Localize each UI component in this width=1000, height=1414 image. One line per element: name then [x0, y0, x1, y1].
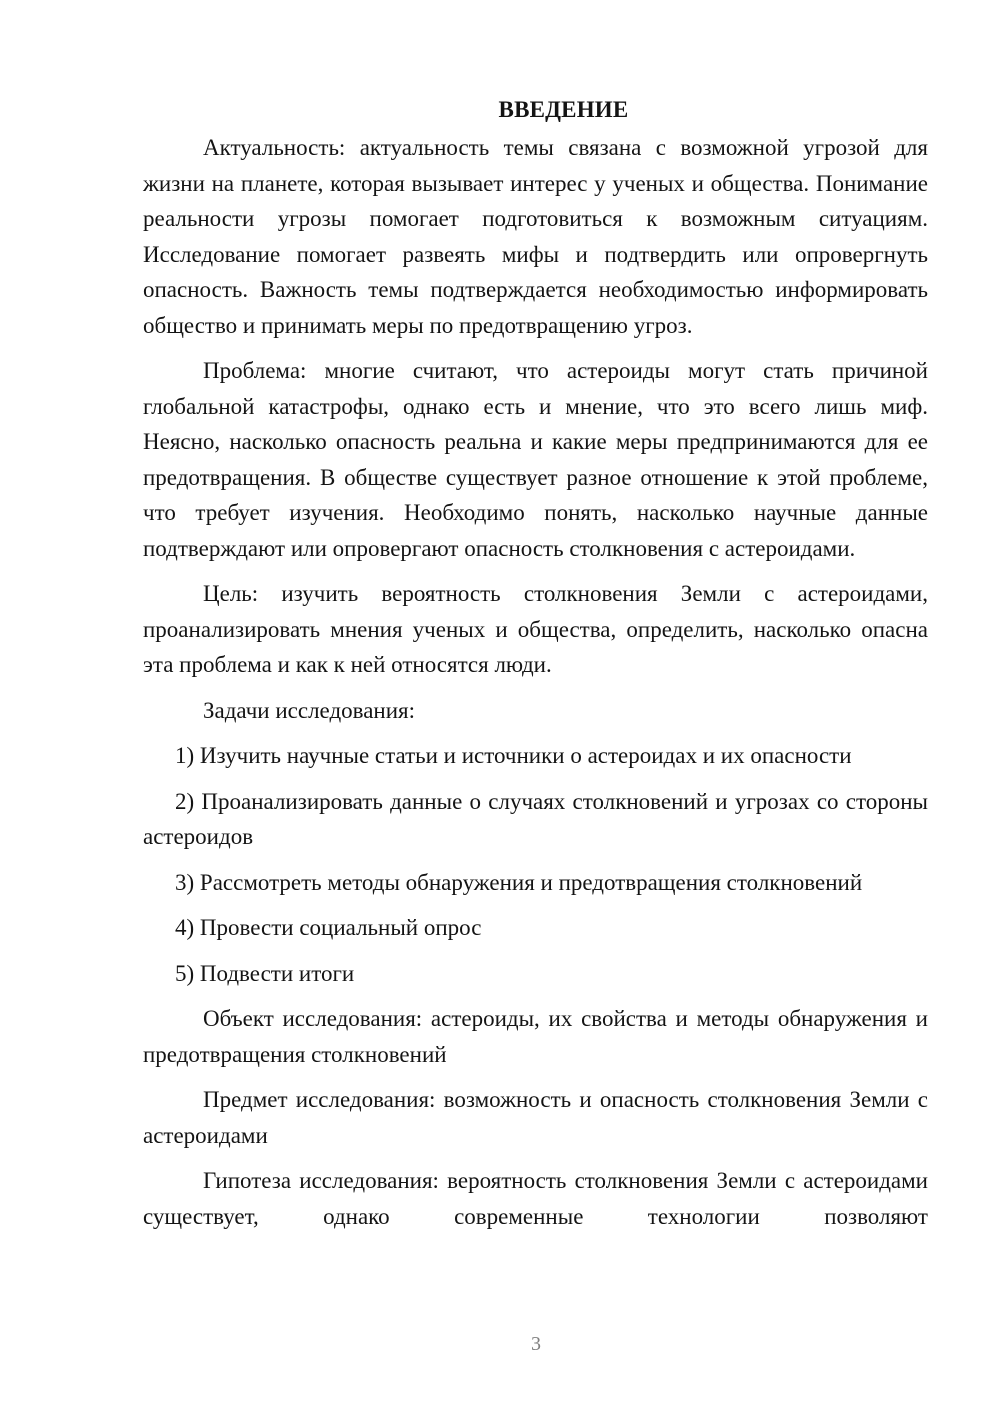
- page-number: 3: [531, 1333, 541, 1355]
- paragraph-tasks-title: Задачи исследования:: [203, 697, 416, 723]
- section-heading: ВВЕДЕНИЕ: [498, 97, 629, 122]
- paragraph-hypothesis: Гипотеза исследования: вероятность столкновения Земли с астероидами существует, однако современные технологии позволяют: [143, 1168, 928, 1229]
- paragraph-problem: Проблема: многие считают, что астероиды могут стать причиной глобальной катастрофы, однако есть и мнение, что это всего лишь миф. Неясно, насколько опасность реальна и какие меры предпринимаются для ее предотвращения. В обществе существует разное отношение к этой проблеме, что требует изучения. Необходимо понять, насколько научные данные подтверждают или опровергают опасность столкновения с астероидами.: [143, 358, 928, 561]
- paragraph-goal: Цель: изучить вероятность столкновения Земли с астероидами, проанализировать мнения ученых и общества, определить, насколько опасна эта проблема и как к ней относятся люди.: [143, 581, 928, 677]
- task-item-1: 1) Изучить научные статьи и источники о астероидах и их опасности: [175, 743, 852, 768]
- task-item-4: 4) Провести социальный опрос: [175, 915, 482, 940]
- task-item-2: 2) Проанализировать данные о случаях столкновений и угрозах со стороны астероидов: [143, 788, 928, 849]
- task-item-3: 3) Рассмотреть методы обнаружения и предотвращения столкновений: [175, 869, 863, 895]
- paragraph-object: Объект исследования: астероиды, их свойства и методы обнаружения и предотвращения столкновений: [143, 1006, 928, 1067]
- paragraph-subject: Предмет исследования: возможность и опасность столкновения Земли с астероидами: [143, 1087, 928, 1148]
- task-item-5: 5) Подвести итоги: [175, 960, 355, 986]
- document-page: [143, 92, 928, 1244]
- paragraph-relevance: Актуальность: актуальность темы связана с возможной угрозой для жизни на планете, которая вызывает интерес у ученых и общества. Понимание реальности угрозы помогает подготовиться к возможным ситуациям. Исследование помогает развеять мифы и подтвердить или опровергнуть опасность. Важность темы подтверждается необходимостью информировать общество и принимать меры по предотвращению угроз.: [143, 135, 928, 338]
